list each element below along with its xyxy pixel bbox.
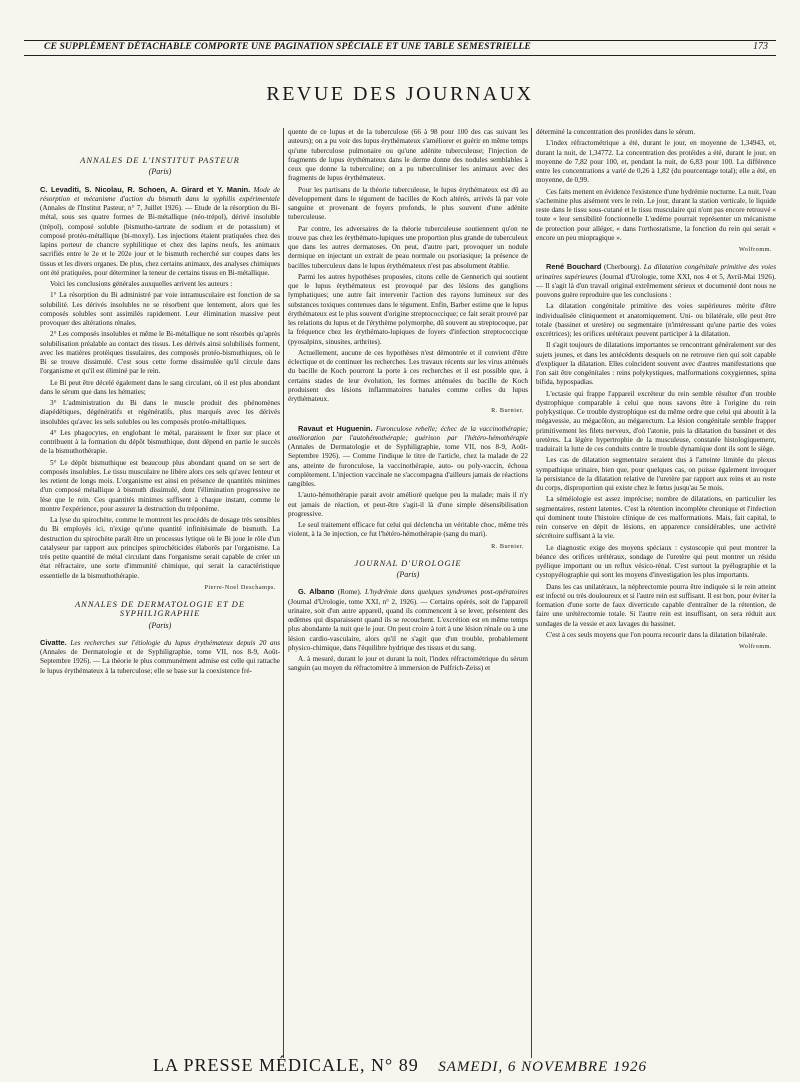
article-paragraph — [288, 587, 528, 653]
article-text: (Journal d'Urologie, tome XXI, nos 4 et 5, Avril-Mai 1926). — Il s'agit là d'un travail original extrêmement sérieux et documenté dont nous ne pouvons guère reproduire que les conclusions : — [536, 272, 776, 299]
article-paragraph: 2° Les composés insolubles et même le Bi-métallique ne sont résorbés qu'après solubilisation préalable au contact des tissus. Les dérivés ainsi solubilisés forment, avec les matières protéiques tissulaires, des composés protéo-bismuthiques, où le Bi se trouve dissimulé. C'est sous cette forme dissimulée qu'il circule dans l'organisme et qu'il est éliminé par le rein. — [40, 330, 280, 376]
article-paragraph: Il s'agit toujours de dilatations importantes se rencontrant généralement sur des sujets jeunes, et dans les antécédents desquels on ne retrouve rien qui soit capable d'expliquer la dilatation. Elles coïncident souvent avec d'autres manifestations que l'on sait être congénitales : reins polykystiques, malformations coxygiennes, spina bifida, hypospadias. — [536, 341, 776, 387]
article-paragraph: Parmi les autres hypothèses proposées, citons celle de Gennerich qui soutient que le lupus érythémateux est provoqué par des lésions des ganglions lymphatiques; une autre fait intervenir l'action des rayons lumineux sur des substances toxiques contenues dans le tégument. Enfin, Barber estime que le lupus érythémateux est le plus souvent d'origine streptococcique; ce fait serait prouvé par les relations du lupus et de l'érythème polymorphe, dû souvent au streptocoque, par la fréquence chez les érythémato-lupiques de foyers d'infection streptococcique (pyosalpinx, sinusites, arthrites). — [288, 272, 528, 346]
article-paragraph: La dilatation congénitale primitive des voies supérieures mérite d'être individualisée cliniquement et anatomiquement. Uni- ou bilatérale, elle peut être totale (bassinet et uretère) ou segmentaire (n'intéressant qu'une partie des voies excrétrices); les orifices urétéraux peuvent participer à la dilatation. — [536, 302, 776, 338]
article-title: La dilatation congénitale primitive des voies urinaires supérieures — [536, 263, 776, 281]
article-paragraph: Voici les conclusions générales auxquelles arrivent les auteurs : — [50, 280, 233, 288]
column-divider — [283, 128, 284, 1058]
article-title: L'hydrémie dans quelques syndromes post-opératoires — [365, 588, 528, 597]
article-authors: Civatte. — [40, 637, 67, 647]
article-signature: R. Burnier. — [491, 407, 524, 415]
article-authors: René Bouchard — [546, 262, 602, 272]
journal-heading: ANNALES DE DERMATOLOGIE ET DE SYPHILIGRAPHIE — [74, 599, 246, 619]
journal-city: (Paris) — [396, 570, 420, 579]
column-1 — [40, 150, 280, 850]
article-paragraph: C'est à ces seuls moyens que l'on pourra recourir dans la dilatation bilatérale. — [546, 630, 768, 639]
article-paragraph: 5° Le dépôt bismuthique est beaucoup plus abondant quand on se sert de composés insolubles. Le tissu musculaire ne libère alors ces sels qu'avec lenteur et les retient de longs mois. L'organisme est ainsi en présence de quantités minimes d'un composé métallique à bismuth dissimulé, dont l'élimination progressive ne lèse que le rein. Ces quantités minimes suffisent à chaque instant, comme le montre l'expérience, pour assurer la destruction du tréponème. — [40, 458, 280, 513]
article-paragraph: La séméiologie est assez imprécise; nombre de dilatations, en particulier les segmentaires, restent latentes. C'est la rétention incomplète chronique et l'infection qui dominent toute l'histoire clinique de ces malformations. Mais, fait capital, le rein conserve en dépit de lésions, en apparence considérables, une activité sécrétoire suffisant à la vie. — [536, 495, 776, 541]
column-divider — [531, 128, 532, 1058]
article-title: Les recherches sur l'étiologie du lupus érythémateux depuis 20 ans — [70, 638, 280, 647]
article-paragraph: A. à mesuré, durant le jour et durant la nuit, l'index réfractométrique du sérum sanguin (au moyen du réfractomètre à immersion de Pulfrich-Zeiss) et — [288, 655, 528, 673]
article-paragraph — [288, 424, 528, 490]
article-paragraph — [536, 262, 776, 300]
journal-city: (Paris) — [148, 620, 172, 630]
page-title: REVUE DES JOURNAUX — [266, 83, 534, 105]
article-paragraph: Dans les cas unilatéraux, la néphrectomie pourra être indiquée si le rein atteint est infecté ou très douloureux et si l'autre rein est suffisant. Il est bon, pour éviter la formation d'une sorte de faux diverticule capable d'entraîner de la rétention, de faire une urétérectomie totale. Si l'autre rein est insuffisant, on sera réduit aux sondages de la vessie et aux lavages du bassinet. — [536, 582, 776, 628]
article-paragraph: L'auto-hémothérapie parait avoir amélioré quelque peu la malade; mais il n'y eut jamais de réaction, et peut-être s'agit-il là d'une simple désensibilisation progressive. — [288, 491, 528, 518]
article-city: (Rome). — [337, 588, 362, 597]
article-authors: Ravaut et Huguenin. — [298, 423, 373, 433]
article-paragraph: 1° La résorption du Bi administré par voie intramusculaire est fonction de sa solubilité. Les dérivés insolubles ne se résorbent que lentement, alors que les composés solubles sont assimilés rapidement. Leur élimination massive peut provoquer des altérations rénales. — [40, 291, 280, 327]
article-text: (Annales de l'Institut Pasteur, n° 7, Juillet 1926). — Etude de la résorption du Bi-métal, sous ses quatre formes de Bi-métallique (néo-trépol), dérivé insoluble (trépol), composé soluble (bismutho-tartrate de sodium et de potassium) et composé protéo-métallique (bi-moxyl). Les injections étaient pratiquées chez des lapins porteur de chancre syphilitique et chez des lapins neufs, les animaux sacrifiés entre le 2e et le 202e jour et le bismuth recherché sur coupes dans les tissus et les divers organes. De plus, chez certains animaux, des analyses chimiques ont été pratiquées, pour déterminer la teneur de certains tissus en Bi-métallique. — [40, 204, 280, 277]
article-paragraph: Le diagnostic exige des moyens spéciaux : cystoscopie qui peut montrer la béance des orifices urétéraux, sondage de l'uretère qui peut montrer un résidu pyélique important ou un reflux vésico-rénal. C'est surtout la pyélographie et la cystopyélographie qui sont les moyens d'investigation les plus importants. — [536, 543, 776, 580]
article-city: (Cherbourg). — [603, 263, 642, 272]
article-paragraph: 4° Les phagocytes, en englobant le métal, paraissent le fixer sur place et contribuent à la formation du dépôt bismuthique, dont dépend en partie le succès de la bismuthothérapie. — [40, 428, 280, 456]
column-2 — [288, 128, 528, 1058]
article-paragraph: 3° L'administration du Bi dans le muscle produit des phénomènes diapédétiques, dégénératifs et régénératifs, plus marqués avec les dérivés insolubles qu'avec les sels solubles ou les composés protéo-métalliques. — [40, 399, 280, 426]
journal-heading: JOURNAL D'UROLOGIE — [354, 557, 462, 568]
article-paragraph: Les cas de dilatation segmentaire seraient dus à l'atteinte limitée du plexus sympathique urinaire, bien que, pour quelques cas, on puisse également invoquer la persistance de la dilatation relative de l'uretère par rapport aux reins et au reste du corps, disproportion qui existe chez le fœtus jusqu'au 5e mois. — [536, 456, 776, 492]
journal-city: (Paris) — [148, 167, 172, 177]
article-paragraph: Pour les partisans de la théorie tuberculeuse, le lupus érythémateux est dû au développement dans le tégument de bacilles de Koch altérés, arrivés là par voie sanguine et provenant de foyers profonds, le plus souvent d'une adénite tuberculeuse. — [288, 185, 528, 222]
article-signature: Pierre-Noel Deschamps. — [204, 583, 276, 591]
article-paragraph: Le Bi peut être décelé également dans le sang circulant, où il est plus abondant dans le sérum que dans les hématies; — [40, 378, 280, 396]
article-paragraph: Le seul traitement efficace fut celui qui déclencha un véritable choc, même très violent, à la 3e injection, ce fut l'hétéro-hémothérapie (sang du mari). — [288, 521, 528, 539]
supplement-notice: CE SUPPLÉMENT DÉTACHABLE COMPORTE UNE PAGINATION SPÉCIALE ET UNE TABLE SEMESTRIELLE — [44, 41, 531, 52]
footer-date: SAMEDI, 6 NOVEMBRE 1926 — [438, 1059, 647, 1075]
article-paragraph: Ces faits mettent en évidence l'existence d'une hydrémie nocturne. La nuit, l'eau s'achemine plus aisément vers le rein. Le jour, durant la station verticale, le liquide reste dans le tissu sous-cutané et le tissu musculaire qui n'ont pas encore retrouvé « toute « leur sensibilité fonctionnelle L'œdème pourrait représenter un mécanisme de protection pour alléger, « dans l'orthostatisme, la fonction du rein qui serait « encore un peu miopragique ». — [536, 187, 776, 242]
journal-heading: ANNALES DE L'INSTITUT PASTEUR — [80, 155, 240, 165]
article-title: Furonculose rebelle; échec de la vaccinothérapie; amélioration par l'autohémothérapie; guérison par l'hétéro-hémothérapie — [288, 424, 528, 442]
article-paragraph: Actuellement, aucune de ces hypothèses n'est démontrée et il convient d'être éclectique et de continuer les recherches. Les travaux récents sur les virus atténués du bacille de Koch pourront la porte à ces recherches et il est possible que, à certains stades de leur évolution, les formes atténuées du bacille de Koch produisent des lésions inflammatoires banales comme celles du lupus érythémateux. — [288, 348, 528, 403]
article-paragraph: déterminé la concentration des protéides dans le sérum. — [536, 128, 696, 136]
footer-journal: LA PRESSE MÉDICALE, N° 89 — [152, 1055, 419, 1075]
article-paragraph: quente de ce lupus et de la tuberculose (66 à 98 pour 100 des cas suivant les auteurs); on a pu voir des lupus érythémateux s'améliorer et guérir en même temps qu'une tuberculose pulmonaire ou qu'une adénite tuberculeuse; l'injection de fragments de lupus érythémateux dans le derme donne des nodules semblables à ceux que donne la tuberculine; on a pu tuberculiniser les animaux avec des fragments de lupus érythémateux. — [288, 128, 528, 183]
column-3 — [536, 128, 776, 1058]
article-paragraph — [40, 185, 280, 279]
article-paragraph: L'ectasie qui frappe l'appareil excréteur du rein semble résulter d'un trouble dystrophique comparable à celui que nous savons être à l'origine du rein polykystique. Ce trouble dystrophique est du même ordre que celui qui aboutit à la mégavessie, au mégacôlon, au mégarectum. La lésion congénitale semble frapper primitivement les filets nerveux, d'où l'atonie, puis la dilatation du bassinet et des uretères. La légère hypertrophie de la musculeuse, constatée histologiquement, traduirait la lutte de ces conduits contre le trouble dynamique dont ils sont le siège. — [536, 389, 776, 453]
article-paragraph: La lyse du spirochète, comme le montrent les procédés de dosage très sensibles du Bi employés ici, n'exige qu'une quantité infinitésimale de bismuth. La destruction du spirochète paraît être un processus lytique où le Bi joue le rôle d'un catalyseur par rapport aux principes spirochéticides élaborés par l'organisme. La très petite quantité de métal circulant dans l'organisme serait capable de créer un état réfractaire, une sorte d'immunité chimique, qui serait la caractéristique essentielle de la bismuthothérapie. — [40, 516, 280, 580]
article-text: (Annales de Dermatologie et de Syphiligraphie, tome VII, nos 8-9, Août-Septembre 1926). — La théorie le plus communément admise est celle qui rattache le lupus érythémateux à la tuberculose; elle se base sur la coexistence fré- — [40, 648, 280, 675]
article-paragraph — [40, 638, 280, 676]
article-signature: R. Burnier. — [491, 542, 524, 550]
page-footer — [0, 1055, 800, 1076]
article-text: (Journal d'Urologie, tome XXI, n° 2, 1926). — Certains opérés, soit de l'appareil urinaire, soit d'un autre appareil, quand ils commencent à se lever, présentent des œdèmes qui disparaissent quand ils se recouchent. L'excrétion est en même temps plus abondante la nuit que le jour. On peut croire à tort à une lésion rénale ou à une lésion cardio-vasculaire, alors qu'il ne s'agit que d'un trouble, probablement physico-chimique, dans l'équilibre hydrique des tissus et du sang. — [288, 597, 528, 652]
article-text: (Annales de Dermatologie et de Syphiligraphie, tome VII, nos 8-9, Août-Septembre 1926). — Comme l'indique le titre de l'article, chez la malade de 22 ans, atteinte de furonculose, la vaccinothérapie, auto- ou poly-vaccin, échoua complètement. L'injection vaccinale ne s'accompagna d'ailleurs jamais de réactions tangibles. — [288, 443, 528, 488]
article-authors: G. Albano — [298, 587, 335, 597]
article-signature: Wolfromm. — [738, 246, 772, 253]
article-paragraph: L'index réfractométrique a été, durant le jour, en moyenne de 1,34943, et, durant la nuit, de 1,34772. La concentration des protéides a été, durant le jour, en moyenne de 7,82 pour 100, et, pendant la nuit, de 6,83 pour 100. La différence entre les concentrations a varié de 0,26 à 1,82 (du pourcentage total); elle a été, en moyenne, de 0,99. — [536, 139, 776, 185]
article-signature: Wolfromm. — [738, 643, 772, 650]
article-title: Mode de résorption et mécanisme d'action du bismuth dans la syphilis expérimentale — [40, 185, 280, 203]
article-paragraph: Par contre, les adversaires de la théorie tuberculeuse soutiennent qu'on ne trouve pas chez les érythémato-lupiques une proportion plus grande de tuberculeux que dans les autres dermatoses. On peut, d'autre part, provoquer un nodule dermique en injectant un extrait de peau normale ou psoriasique; la présence de bacilles tuberculeux dans le lupus érythémateux n'est pas absolument établie. — [288, 224, 528, 270]
article-authors: C. Levaditi, S. Nicolau, R. Schoen, A. Girard et Y. Manin. — [40, 184, 251, 194]
page-number: 173 — [753, 41, 768, 52]
